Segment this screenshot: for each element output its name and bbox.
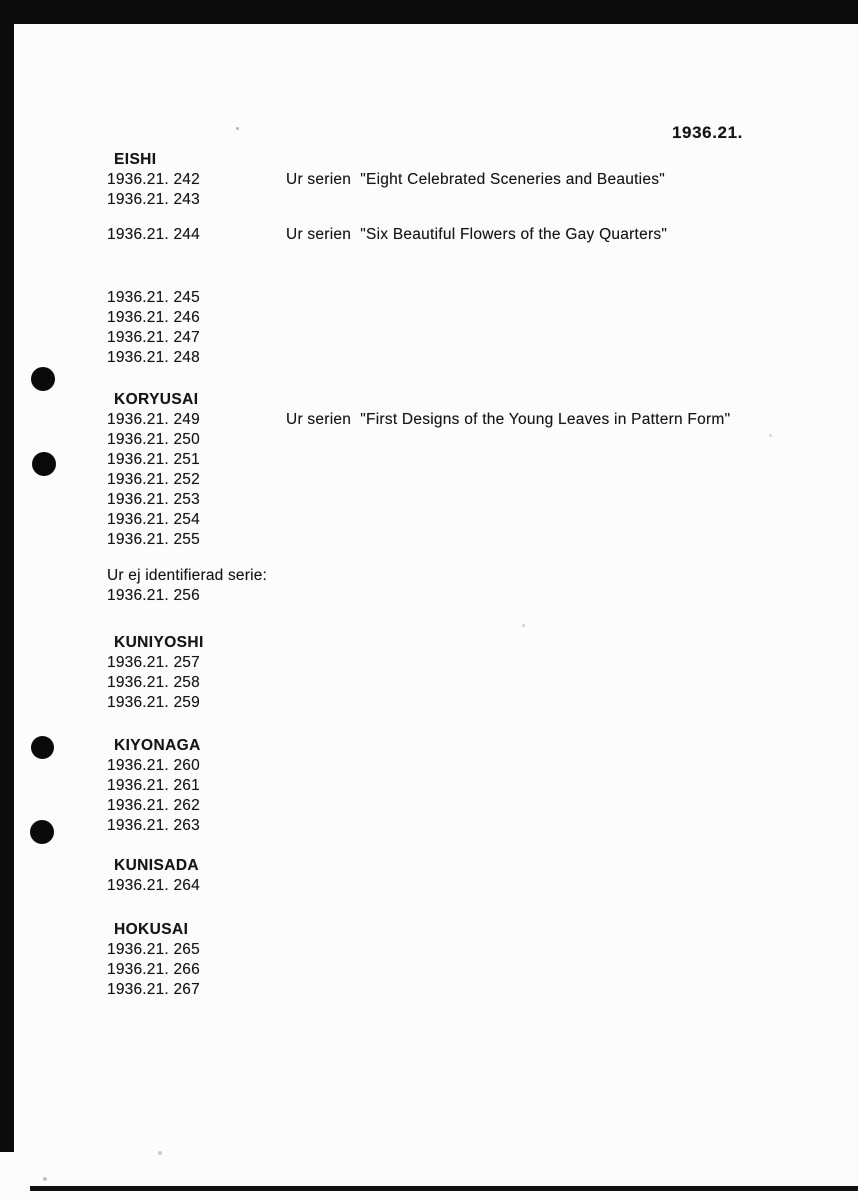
entry-row	[107, 170, 827, 190]
entry-row	[107, 410, 827, 430]
entry-row	[107, 796, 827, 816]
scan-speck	[522, 624, 525, 627]
accession-number: 1936.21. 260	[107, 757, 200, 774]
scan-edge-bottom	[30, 1186, 858, 1191]
accession-number: 1936.21. 246	[107, 309, 200, 326]
punch-hole	[31, 736, 54, 759]
accession-number: 1936.21. 252	[107, 471, 200, 488]
section-kuniyoshi	[107, 633, 827, 713]
entry-row	[107, 348, 827, 368]
accession-number: 1936.21. 257	[107, 654, 200, 671]
section-kunisada	[107, 856, 827, 896]
artist-heading: KUNIYOSHI	[114, 634, 204, 651]
punch-hole	[30, 820, 54, 844]
entry-row	[107, 693, 827, 713]
entry-row	[107, 980, 827, 1000]
series-title: Ur serien "Six Beautiful Flowers of the Gay Quarters"	[286, 226, 668, 243]
unidentified-series-label: Ur ej identifierad serie:	[107, 567, 268, 584]
entry-row	[107, 225, 827, 245]
section-eishi	[107, 150, 827, 210]
accession-number: 1936.21. 261	[107, 777, 200, 794]
artist-heading: KORYUSAI	[114, 391, 199, 408]
accession-number: 1936.21. 245	[107, 289, 200, 306]
punch-hole	[31, 367, 55, 391]
artist-heading: KUNISADA	[114, 857, 200, 874]
scan-speck	[158, 1151, 162, 1155]
entry-row	[107, 328, 827, 348]
artist-heading: HOKUSAI	[114, 921, 189, 938]
entry-row	[107, 470, 827, 490]
page-header-accession-prefix: 1936.21.	[672, 123, 743, 142]
accession-number: 1936.21. 255	[107, 531, 200, 548]
entry-row	[107, 450, 827, 470]
entry-row	[107, 430, 827, 450]
accession-number: 1936.21. 248	[107, 349, 200, 366]
series-title: Ur serien "First Designs of the Young Leaves in Pattern Form"	[286, 411, 731, 428]
accession-number: 1936.21. 251	[107, 451, 200, 468]
entry-row	[107, 308, 827, 328]
accession-number: 1936.21. 258	[107, 674, 200, 691]
accession-number: 1936.21. 254	[107, 511, 200, 528]
accession-number: 1936.21. 266	[107, 961, 200, 978]
section-koryusai	[107, 390, 827, 550]
entry-row	[107, 940, 827, 960]
accession-number: 1936.21. 244	[107, 226, 200, 243]
accession-number: 1936.21. 262	[107, 797, 200, 814]
artist-heading: EISHI	[114, 151, 157, 168]
entry-row	[107, 288, 827, 308]
accession-number: 1936.21. 253	[107, 491, 200, 508]
accession-number: 1936.21. 242	[107, 171, 200, 188]
entry-row	[107, 653, 827, 673]
section-eishi-245-248	[107, 288, 827, 368]
section-eishi-244	[107, 225, 827, 245]
entry-row	[107, 190, 827, 210]
punch-hole	[32, 452, 56, 476]
entry-row	[107, 756, 827, 776]
accession-number: 1936.21. 247	[107, 329, 200, 346]
section-kiyonaga	[107, 736, 827, 836]
scan-border-left	[0, 0, 14, 1152]
entry-row	[107, 510, 827, 530]
entry-row	[107, 586, 827, 606]
scan-speck	[236, 127, 239, 130]
accession-number: 1936.21. 256	[107, 587, 200, 604]
section-hokusai	[107, 920, 827, 1000]
accession-number: 1936.21. 259	[107, 694, 200, 711]
accession-number: 1936.21. 249	[107, 411, 200, 428]
entry-row	[107, 776, 827, 796]
scan-border-top	[0, 0, 858, 24]
section-unidentified-series	[107, 566, 827, 606]
accession-number: 1936.21. 243	[107, 191, 200, 208]
entry-row	[107, 673, 827, 693]
scan-speck	[43, 1177, 47, 1181]
series-title: Ur serien "Eight Celebrated Sceneries and Beauties"	[286, 171, 665, 188]
accession-number: 1936.21. 250	[107, 431, 200, 448]
entry-row	[107, 960, 827, 980]
accession-number: 1936.21. 267	[107, 981, 200, 998]
accession-number: 1936.21. 264	[107, 877, 200, 894]
accession-number: 1936.21. 265	[107, 941, 200, 958]
entry-row	[107, 876, 827, 896]
entry-row	[107, 816, 827, 836]
accession-number: 1936.21. 263	[107, 817, 200, 834]
artist-heading: KIYONAGA	[114, 737, 201, 754]
entry-row	[107, 530, 827, 550]
entry-row	[107, 490, 827, 510]
